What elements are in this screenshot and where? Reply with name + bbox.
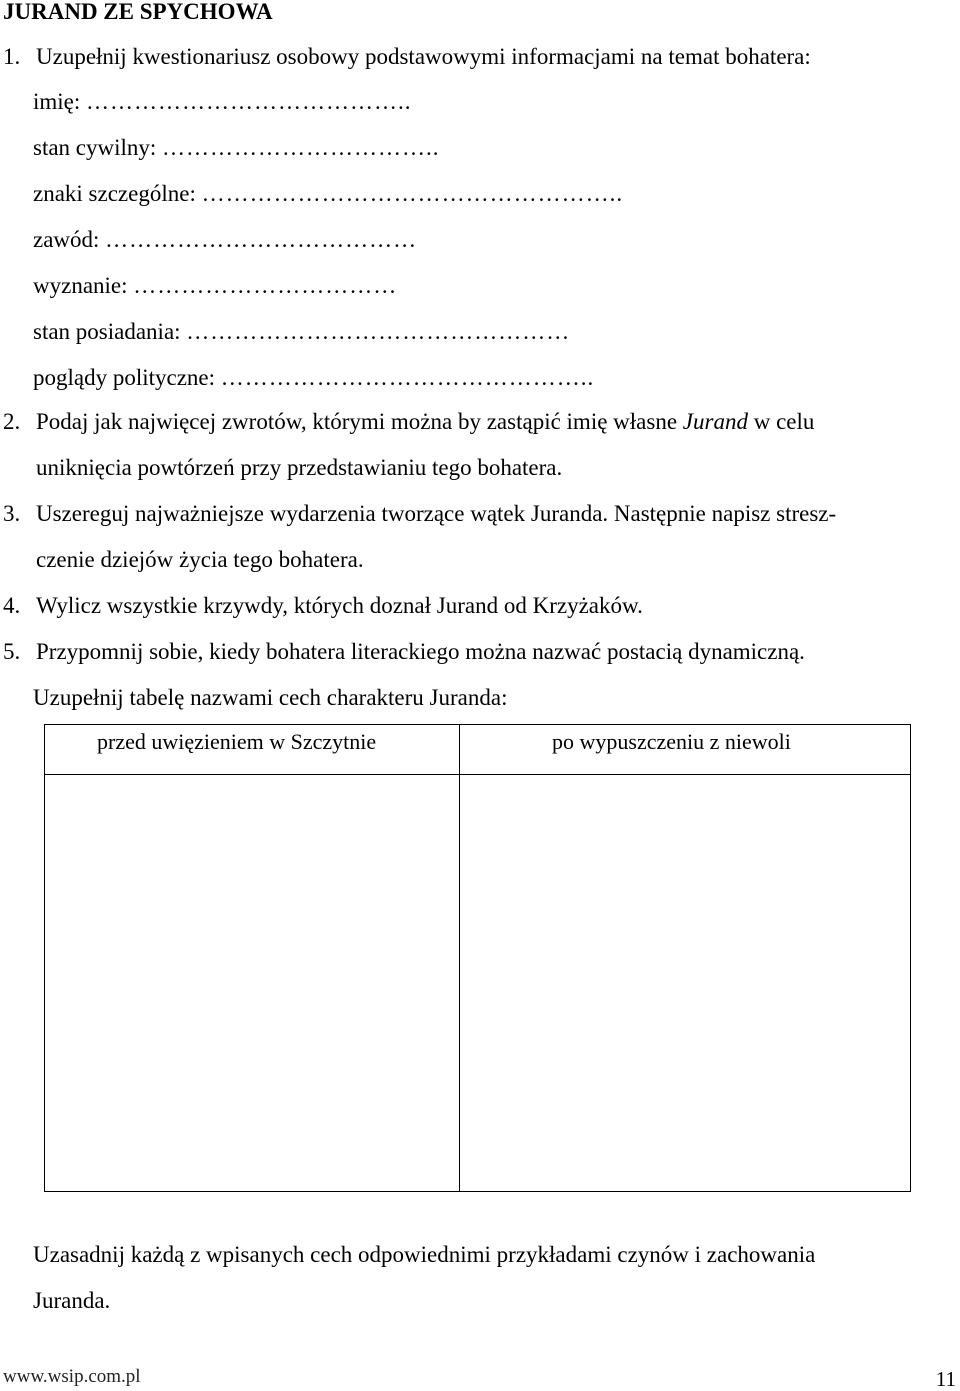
field-blank[interactable]: ………………………………….. [86,89,412,114]
table-header-after: po wypuszczeniu z niewoli [552,729,791,754]
task-3-text: Uszereguj najważniejsze wydarzenia tworzące wątek Juranda. Następnie napisz stresz- [36,501,837,526]
task-1-text: Uzupełnij kwestionariusz osobowy podstawowymi informacjami na temat bohatera: [36,44,811,69]
field-blank[interactable]: ……………………………………….. [220,365,595,390]
task-3 [3,500,836,528]
field-label: znaki szczególne: [33,181,196,206]
field-marital-status[interactable] [33,134,440,162]
field-distinguishing-marks[interactable] [33,180,623,208]
worksheet-title: JURAND ZE SPYCHOWA [3,0,273,24]
field-occupation[interactable] [33,226,417,254]
footer-url: www.wsip.com.pl [3,1366,141,1387]
task-5 [3,638,805,666]
task-2-number: 2. [3,409,21,434]
field-blank[interactable]: …………………………………………….. [201,181,624,206]
field-blank[interactable]: …………………………… [133,273,398,298]
field-political-views[interactable] [33,364,594,392]
task-5-text: Przypomnij sobie, kiedy bohatera literackiego można nazwać postacią dynamiczną. [36,639,805,664]
field-name[interactable] [33,88,412,116]
field-blank[interactable]: …………………………….. [162,135,440,160]
field-property[interactable] [33,318,570,346]
table-header-before: przed uwięzieniem w Szczytnie [97,729,377,754]
traits-table [44,724,911,1192]
field-label: zawód: [33,227,100,252]
task-1-number: 1. [3,44,21,69]
table-cell-after[interactable] [460,775,910,1191]
closing-instruction-line-2: Juranda. [33,1288,111,1313]
field-label: stan cywilny: [33,135,157,160]
task-5-line-2: Uzupełnij tabelę nazwami cech charakteru Juranda: [33,685,508,710]
closing-instruction: Uzasadnij każdą z wpisanych cech odpowiednimi przykładami czynów i zachowania [33,1242,816,1267]
field-blank[interactable]: ………………………………………… [186,319,571,344]
page-number: 11 [935,1367,956,1391]
field-label: poglądy polityczne: [33,365,216,390]
task-4 [3,592,643,620]
task-2-line-2: uniknięcia powtórzeń przy przedstawianiu tego bohatera. [36,455,563,480]
task-5-number: 5. [3,639,21,664]
task-2-italic-name: Jurand [682,409,748,434]
task-2-text-end: w celu [747,409,815,434]
field-label: imię: [33,89,81,114]
task-3-line-2: czenie dziejów życia tego bohatera. [36,547,364,572]
field-label: wyznanie: [33,273,128,298]
task-1 [3,43,811,71]
task-2-text: Podaj jak najwięcej zwrotów, którymi można by zastąpić imię własne [36,409,683,434]
field-blank[interactable]: ………………………………… [105,227,418,252]
task-2 [3,408,814,436]
task-3-number: 3. [3,501,21,526]
field-label: stan posiadania: [33,319,181,344]
task-4-text: Wylicz wszystkie krzywdy, których doznał Jurand od Krzyżaków. [36,593,643,618]
table-cell-before[interactable] [45,775,459,1191]
task-4-number: 4. [3,593,21,618]
field-religion[interactable] [33,272,397,300]
